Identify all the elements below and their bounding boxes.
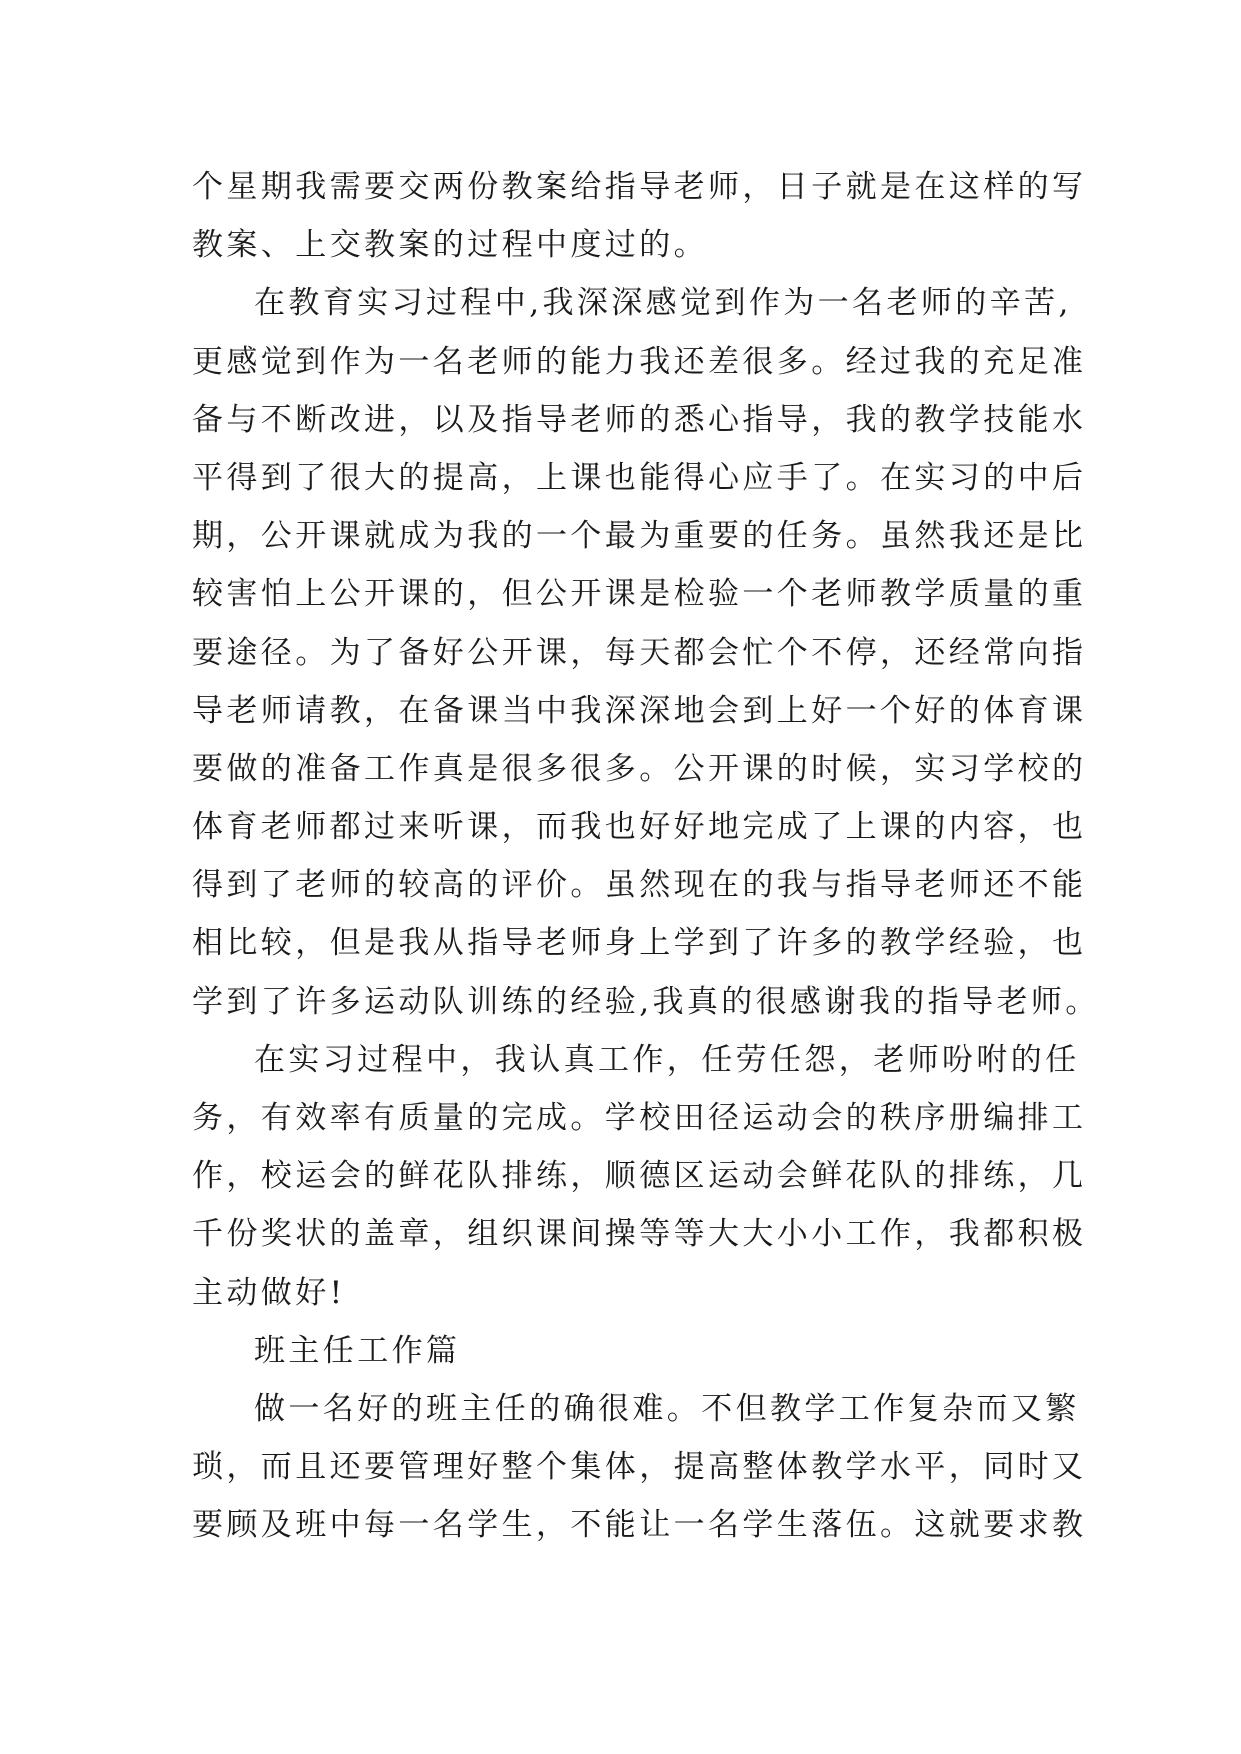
text-line: 作，校运会的鲜花队排练，顺德区运动会鲜花队的排练，几 xyxy=(192,1158,1087,1195)
text-line: 备与不断改进，以及指导老师的悉心指导，我的教学技能水 xyxy=(192,401,1087,438)
text-line: 期，公开课就成为我的一个最为重要的任务。虽然我还是比 xyxy=(192,518,1087,555)
text-line: 琐，而且还要管理好整个集体，提高整体教学水平，同时又 xyxy=(192,1449,1087,1486)
text-line: 教案、上交教案的过程中度过的。 xyxy=(192,227,708,264)
document-body xyxy=(192,158,1100,1555)
paragraph-start-line: 在实习过程中，我认真工作，任劳任怨，老师吩咐的任 xyxy=(254,1041,1080,1078)
text-line: 导老师请教，在备课当中我深深地会到上好一个好的体育课 xyxy=(192,692,1087,729)
section-heading: 班主任工作篇 xyxy=(254,1332,461,1369)
text-line: 要做的准备工作真是很多很多。公开课的时候，实习学校的 xyxy=(192,750,1087,787)
paragraph-start-line: 在教育实习过程中,我深深感觉到作为一名老师的辛苦, xyxy=(254,285,1072,322)
text-line: 千份奖状的盖章，组织课间操等等大大小小工作，我都积极 xyxy=(192,1216,1087,1253)
text-line: 主动做好! xyxy=(192,1274,346,1311)
text-line: 更感觉到作为一名老师的能力我还差很多。经过我的充足准 xyxy=(192,343,1087,380)
paragraph-start-line: 做一名好的班主任的确很难。不但教学工作复杂而又繁 xyxy=(254,1390,1080,1427)
text-line: 要途径。为了备好公开课，每天都会忙个不停，还经常向指 xyxy=(192,634,1087,671)
text-line: 较害怕上公开课的，但公开课是检验一个老师教学质量的重 xyxy=(192,576,1087,613)
text-line: 个星期我需要交两份教案给指导老师，日子就是在这样的写 xyxy=(192,169,1087,205)
text-line: 要顾及班中每一名学生，不能让一名学生落伍。这就要求教 xyxy=(192,1507,1087,1544)
text-line: 得到了老师的较高的评价。虽然现在的我与指导老师还不能 xyxy=(192,867,1087,904)
text-line: 务，有效率有质量的完成。学校田径运动会的秩序册编排工 xyxy=(192,1100,1087,1136)
text-line: 相比较，但是我从指导老师身上学到了许多的教学经验，也 xyxy=(192,925,1087,962)
text-line: 平得到了很大的提高，上课也能得心应手了。在实习的中后 xyxy=(192,459,1087,496)
text-line: 学到了许多运动队训练的经验,我真的很感谢我的指导老师。 xyxy=(192,983,1100,1020)
text-line: 体育老师都过来听课，而我也好好地完成了上课的内容，也 xyxy=(192,809,1087,846)
